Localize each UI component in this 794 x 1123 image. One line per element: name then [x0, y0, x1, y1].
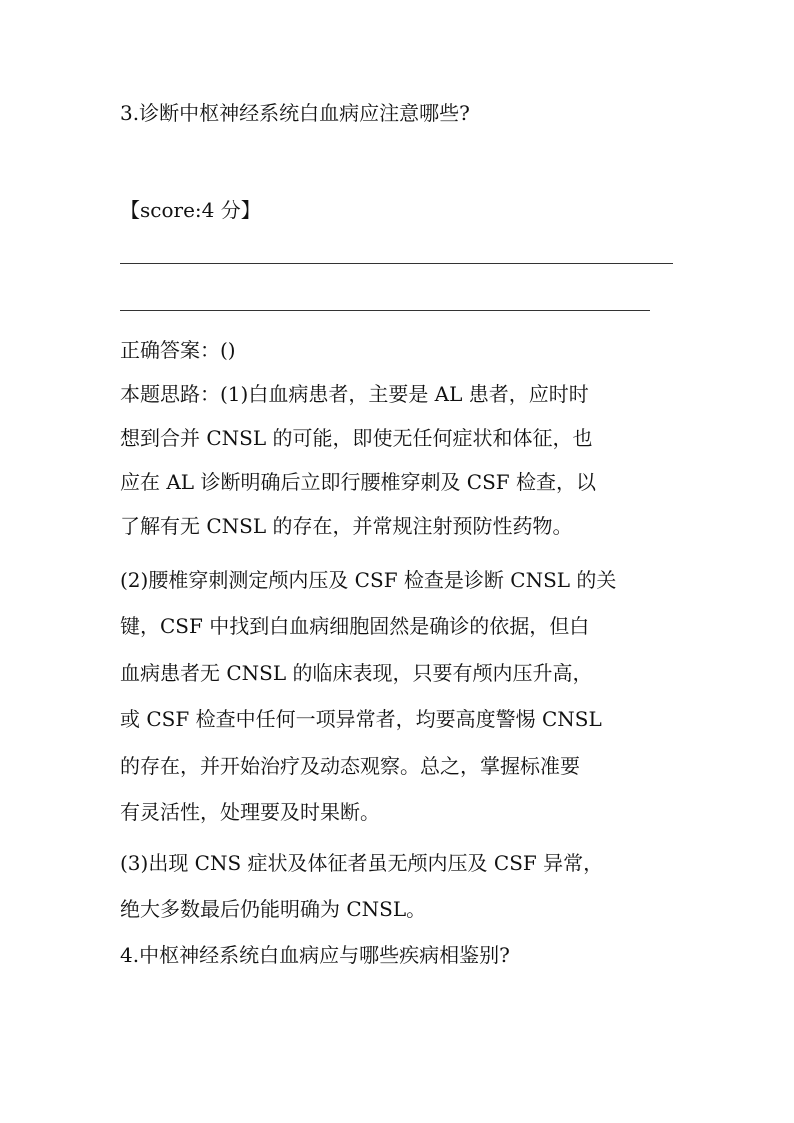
- explanation-line: 或 CSF 检查中任何一项异常者，均要高度警惕 CNSL: [120, 707, 602, 731]
- question-3-text: 3.诊断中枢神经系统白血病应注意哪些?: [120, 101, 470, 125]
- explanation-line: 想到合并 CNSL 的可能，即使无任何症状和体征，也: [120, 426, 593, 450]
- explanation-line: (3)出现 CNS 症状及体征者虽无颅内压及 CSF 异常，: [120, 851, 604, 875]
- explanation-line: 有灵活性，处理要及时果断。: [120, 800, 380, 824]
- score-label: 【score:4 分】: [120, 198, 261, 222]
- explanation-line: 了解有无 CNSL 的存在，并常规注射预防性药物。: [120, 514, 573, 538]
- explanation-line: 应在 AL 诊断明确后立即行腰椎穿刺及 CSF 检查，以: [120, 470, 597, 494]
- explanation-line: 的存在，并开始治疗及动态观察。总之，掌握标准要: [120, 754, 580, 778]
- explanation-line: 键，CSF 中找到白血病细胞固然是确诊的依据，但白: [120, 614, 590, 638]
- explanation-line: (2)腰椎穿刺测定颅内压及 CSF 检查是诊断 CNSL 的关: [120, 568, 617, 592]
- explanation-line: 本题思路：(1)白血病患者，主要是 AL 患者，应时时: [120, 382, 589, 406]
- answer-blank-line-2: [120, 310, 650, 311]
- explanation-line: 血病患者无 CNSL 的临床表现，只要有颅内压升高，: [120, 661, 593, 685]
- correct-answer-label: 正确答案：(): [120, 338, 236, 362]
- explanation-line: 绝大多数最后仍能明确为 CNSL。: [120, 897, 427, 921]
- question-4-text: 4.中枢神经系统白血病应与哪些疾病相鉴别?: [120, 943, 510, 967]
- answer-blank-line-1: [120, 263, 673, 264]
